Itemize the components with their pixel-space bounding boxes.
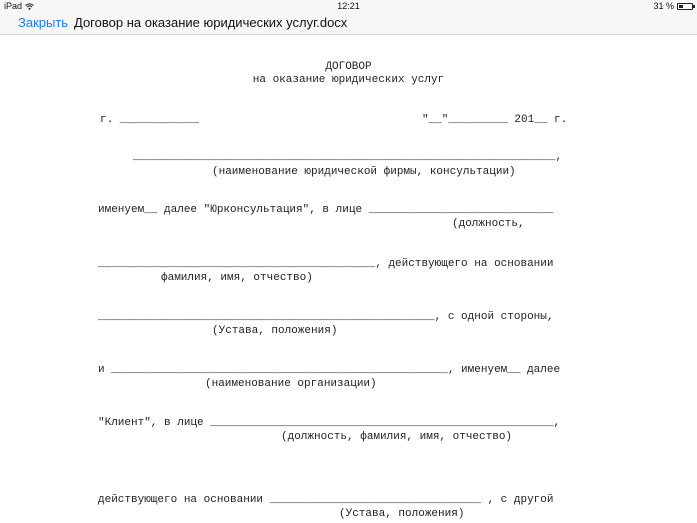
client-caption: (должность, фамилия, имя, отчество): [281, 431, 513, 443]
one-side-line: ___________________________________________________, с одной стороны,: [98, 311, 554, 323]
contract-subheading: на оказание юридических услуг: [252, 74, 445, 86]
date-line: "__"_________ 201__ г.: [422, 114, 568, 126]
acting-basis-line: __________________________________________, действующего на основании: [98, 258, 554, 270]
battery-percentage: 31 %: [653, 1, 674, 11]
other-side-caption: (Устава, положения): [339, 508, 465, 520]
acting-basis-caption: фамилия, имя, отчество): [161, 272, 313, 284]
close-button[interactable]: Закрыть: [18, 15, 69, 30]
client-line: "Клиент", в лице ____________________________________________________,: [98, 417, 561, 429]
organization-line: и ___________________________________________________, именуем__ далее: [98, 364, 561, 376]
firm-name-caption: (наименование юридической фирмы, консультации): [212, 166, 516, 178]
device-name: iPad: [4, 1, 23, 11]
contract-heading: ДОГОВОР: [325, 61, 372, 73]
status-time: 12:21: [337, 1, 360, 11]
other-side-line: действующего на основании ________________________________ , с другой: [98, 494, 554, 506]
one-side-caption: (Устава, положения): [212, 325, 338, 337]
status-bar: [0, 0, 697, 12]
city-line: г. ____________: [100, 114, 200, 126]
document-view[interactable]: [0, 35, 697, 523]
battery-level-fill: [679, 5, 683, 8]
representative-line: именуем__ далее "Юрконсультация", в лице ____________________________: [98, 204, 554, 216]
battery-icon: [677, 3, 693, 10]
representative-caption: (должность,: [452, 218, 525, 230]
document-title: Договор на оказание юридических услуг.docx: [74, 15, 348, 30]
organization-caption: (наименование организации): [205, 378, 377, 390]
status-right: [653, 1, 693, 11]
navigation-bar: [0, 12, 697, 35]
firm-name-line: ________________________________________________________________,: [133, 151, 563, 163]
